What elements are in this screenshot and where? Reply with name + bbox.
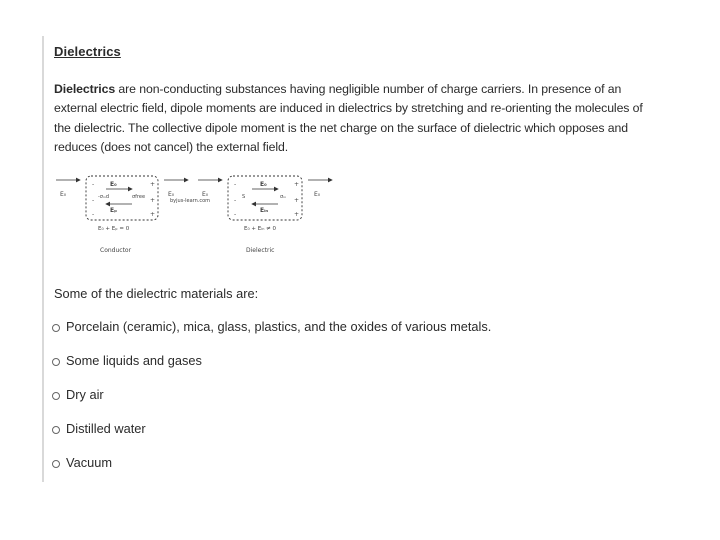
dielectric-diagram — [52, 172, 352, 304]
bullet-icon — [52, 324, 60, 332]
intro-text: are non-conducting substances having negligible number of charge carriers. In presence of an external electric field, dipole moments are induced in dielectrics by stretching and re-orienting the molecules of the dielectric. The collective dipole moment is the net charge on the surface of dielectric which opposes and reduces (does not cancel) the external field. — [54, 82, 643, 154]
list-item — [50, 454, 491, 488]
dielectric-sigma: σᵢₙ — [280, 194, 287, 200]
conductor-box — [86, 176, 158, 220]
svg-text:-: - — [92, 181, 95, 188]
dielectric-e-in: E₀ — [202, 191, 209, 198]
bullet-icon — [52, 358, 60, 366]
dielectric-equation: E₀ + Eᵢₙ ≠ 0 — [244, 226, 277, 232]
conductor-caption: Conductor — [100, 247, 132, 254]
dielectric-s: S — [242, 194, 246, 200]
list-item — [50, 318, 491, 352]
svg-text:-: - — [234, 181, 237, 188]
svg-text:-: - — [92, 211, 95, 218]
material-text: Distilled water — [66, 421, 146, 436]
dielectric-ein: Eᵢₙ — [260, 207, 269, 214]
page-title: Dielectrics — [54, 44, 121, 59]
dielectric-e-out: E₀ — [314, 191, 321, 198]
conductor-sigma-induced: -σᵢₙd — [98, 194, 110, 200]
document-page — [42, 36, 652, 482]
svg-text:+: + — [150, 181, 156, 188]
svg-text:+: + — [294, 197, 300, 204]
bullet-icon — [52, 426, 60, 434]
material-text: Vacuum — [66, 455, 112, 470]
list-item — [50, 352, 491, 386]
dielectric-block — [198, 176, 332, 254]
dielectric-caption: Dielectric — [246, 247, 275, 254]
conductor-ep: Eₚ — [110, 207, 117, 214]
svg-text:-: - — [234, 197, 237, 204]
svg-text:+: + — [150, 211, 156, 218]
bullet-icon — [52, 460, 60, 468]
material-text: Porcelain (ceramic), mica, glass, plastics, and the oxides of various metals. — [66, 319, 492, 334]
dielectric-e0: E₀ — [260, 181, 267, 188]
conductor-e-label: E₀ — [60, 191, 67, 198]
material-text: Some liquids and gases — [66, 353, 202, 368]
bullet-icon — [52, 392, 60, 400]
conductor-sigma-free: σfree — [132, 194, 146, 200]
conductor-e0: E₀ — [110, 181, 117, 188]
list-item — [50, 420, 491, 454]
list-intro: Some of the dielectric materials are: — [54, 286, 259, 301]
svg-text:+: + — [294, 181, 300, 188]
intro-paragraph — [54, 80, 652, 157]
svg-text:-: - — [234, 211, 237, 218]
list-item — [50, 386, 491, 420]
intro-term: Dielectrics — [54, 82, 116, 96]
conductor-e-out: E₀ — [168, 191, 175, 198]
svg-text:-: - — [92, 197, 95, 204]
materials-list — [50, 318, 491, 488]
material-text: Dry air — [66, 387, 104, 402]
svg-text:+: + — [150, 197, 156, 204]
conductor-equation: E₀ + Eₚ = 0 — [98, 226, 130, 232]
svg-text:+: + — [294, 211, 300, 218]
watermark: byjus-learn.com — [170, 198, 211, 204]
conductor-diagram — [56, 176, 188, 254]
